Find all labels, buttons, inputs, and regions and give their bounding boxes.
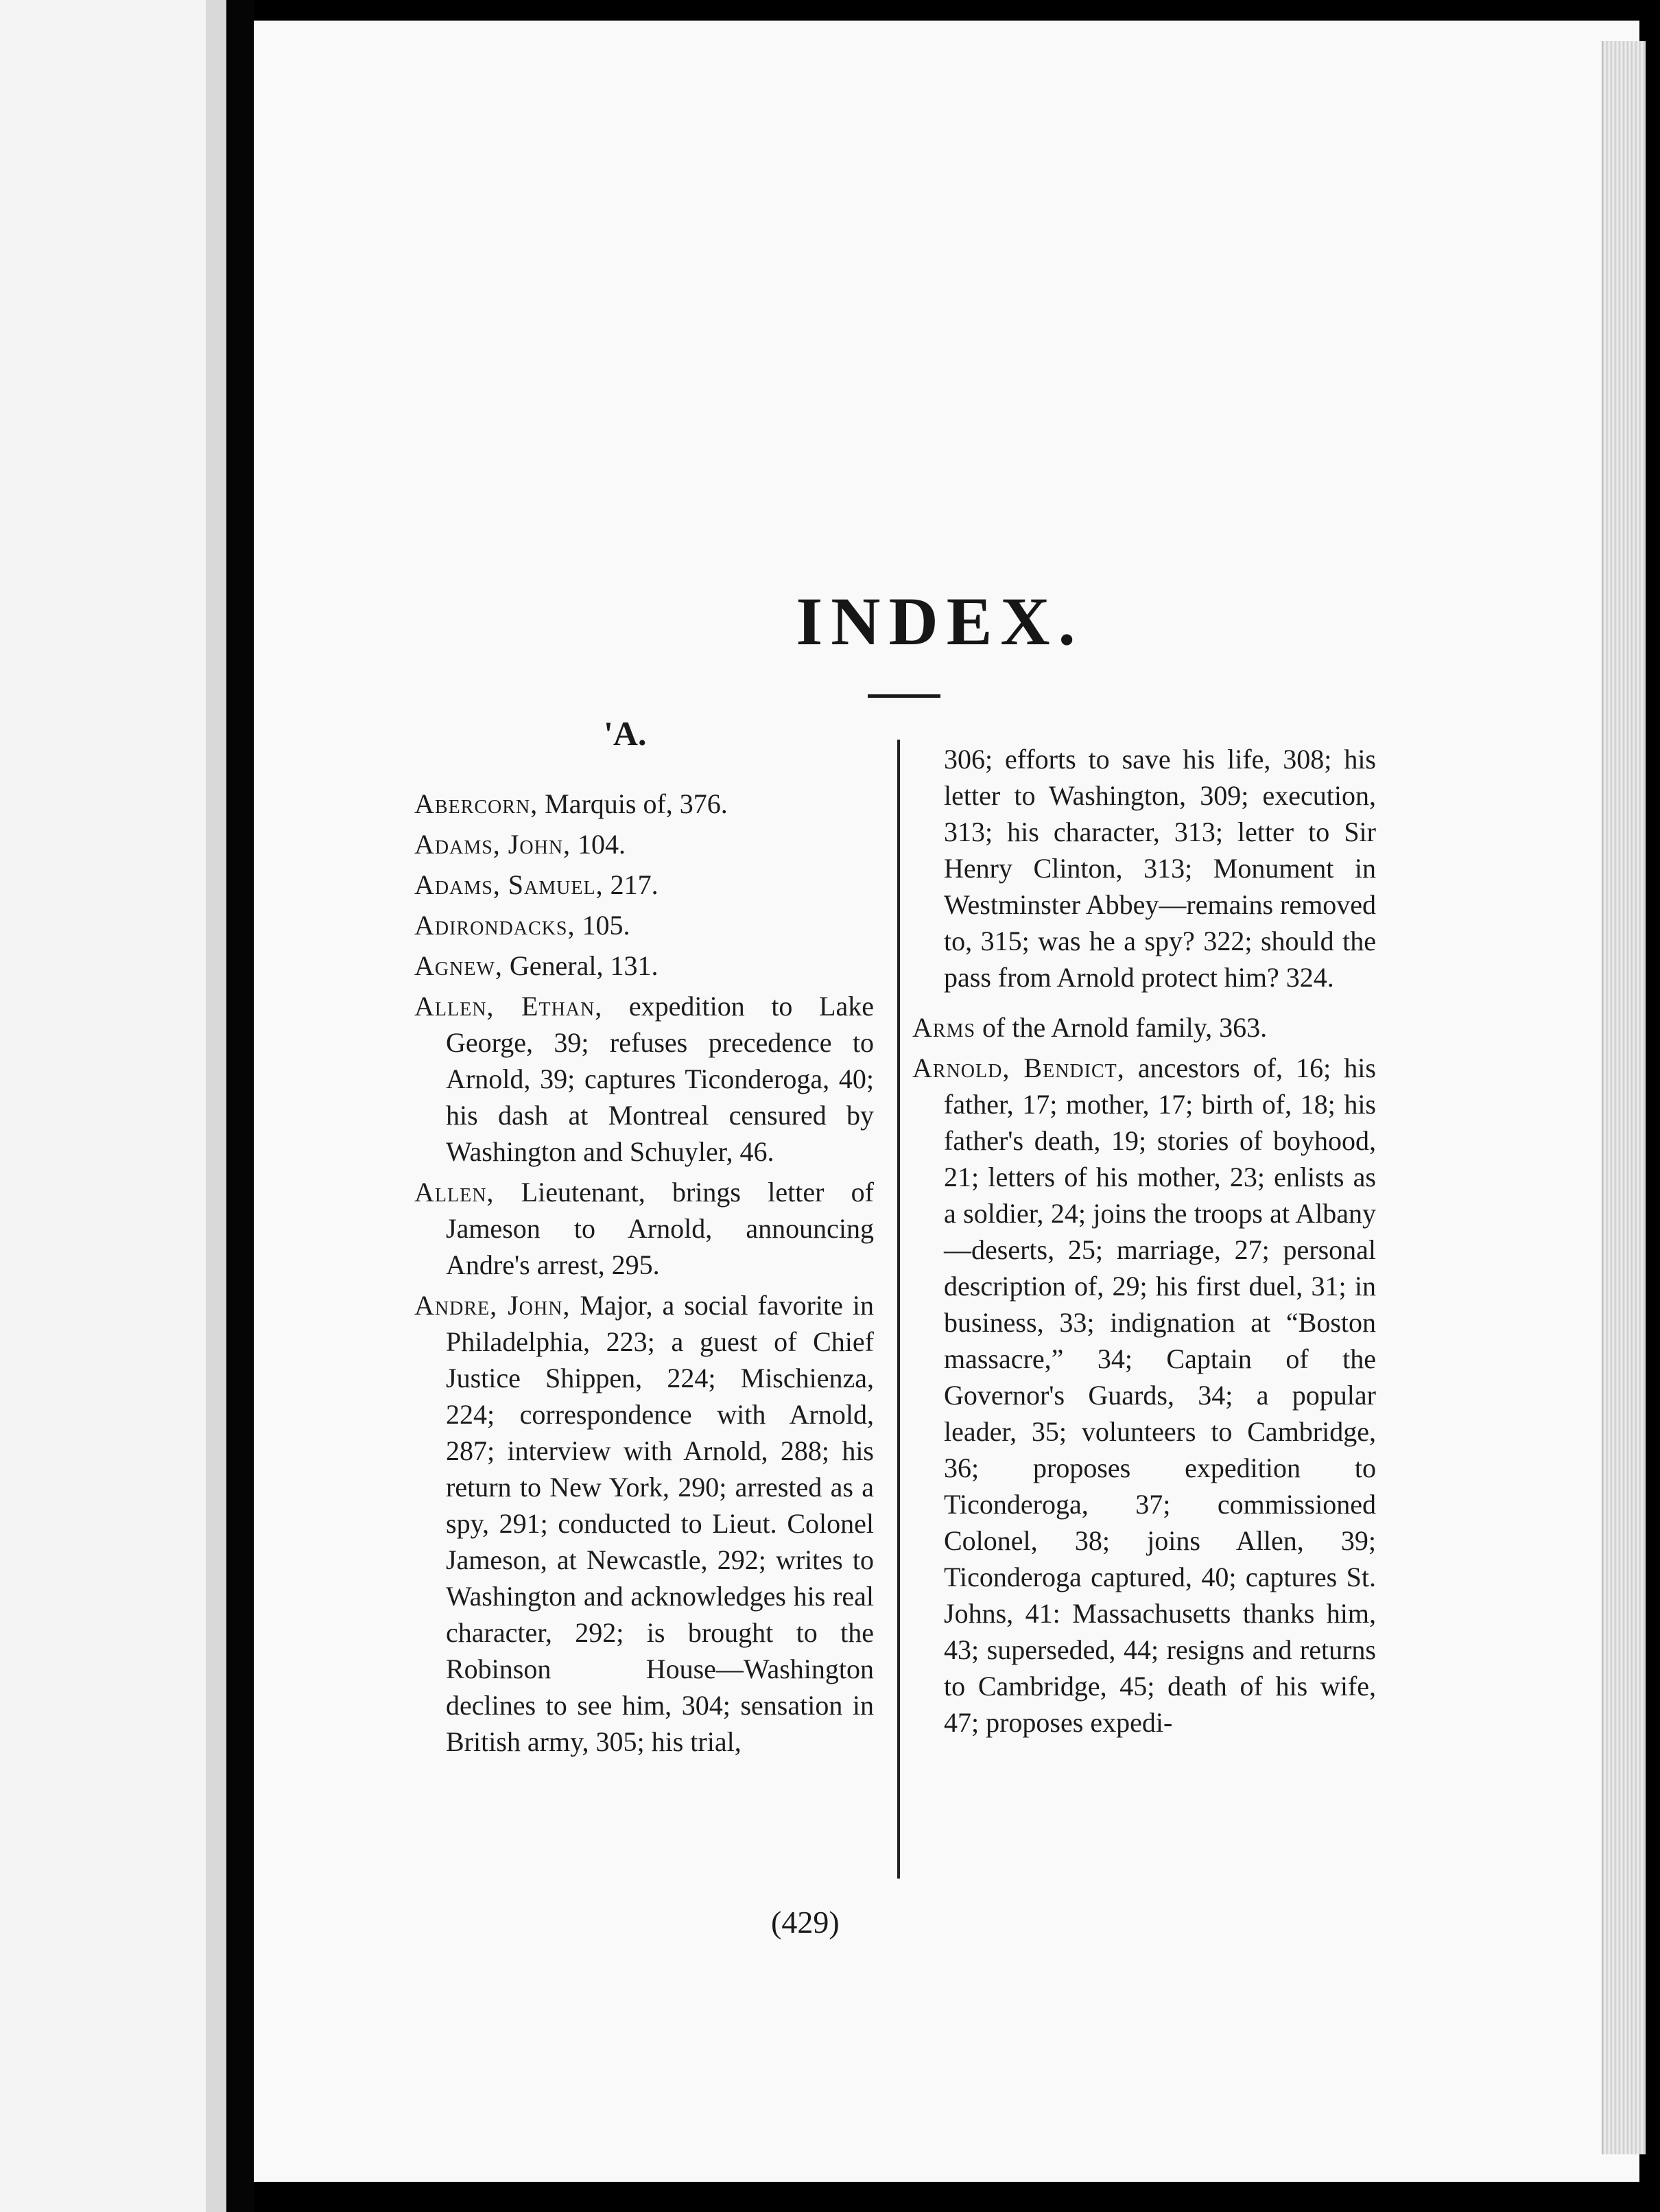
entry-head: Arnold, Bendict, [912, 1052, 1125, 1083]
entry-text: ancestors of, 16; his father, 17; mother, 17; birth of, 18; his father's death, 19; stories of boyhood, 21; letters of his mother, 23; enlists as a soldier, 24; joins the troops at Albany—deserts, 25; marriage, 27; personal description of, 29; his first duel, 31; in business, 33; indignation at “Boston massacre,” 34; Captain of the Governor's Guards, 34; a popular leader, 35; volunteers to Cambridge, 36; proposes expedition to Ticonderoga, 37; commissioned Colonel, 38; joins Allen, 39; Ticonderoga captured, 40; captures St. Johns, 41: Massachusetts thanks him, 43; superseded, 44; resigns and returns to Cambridge, 45; death of his wife, 47; proposes expedi- [944, 1052, 1376, 1738]
entry-head: Adirondacks, [414, 910, 576, 941]
entry-text: of the Arnold family, 363. [975, 1012, 1268, 1043]
entry-head: Abercorn, [414, 788, 538, 819]
entry-head: Allen, Ethan, [414, 991, 603, 1022]
entry-text: expedition to Lake George, 39; refuses precedence to Arnold, 39; captures Ticonderoga, 40; his dash at Montreal censured by Washington and Schuyler, 46. [446, 991, 874, 1167]
page-title: INDEX. [796, 583, 1084, 659]
entry-head: Adams, John, [414, 829, 571, 860]
index-entry [912, 1050, 1376, 1741]
index-entry [414, 786, 874, 822]
entry-head: Agnew, [414, 950, 503, 981]
page-number: (429) [771, 1905, 840, 1940]
entry-head: Andre, John, [414, 1290, 571, 1321]
index-entry [414, 907, 874, 943]
index-entry [414, 867, 874, 903]
index-entry [414, 1174, 874, 1283]
left-column [414, 786, 874, 1764]
entry-text: Lieutenant, brings letter of Jameson to Arnold, announcing Andre's arrest, 295. [446, 1177, 874, 1280]
index-entry [414, 948, 874, 984]
index-entry [414, 1287, 874, 1760]
entry-text: General, 131. [502, 950, 659, 981]
entry-head: Arms [912, 1012, 976, 1043]
index-entry [912, 1009, 1376, 1046]
entry-text: 105. [575, 910, 630, 941]
entry-continuation: 306; efforts to save his life, 308; his letter to Washington, 309; execution, 313; his character, 313; letter to Sir Henry Clinton, 313; Monument in Westminster Abbey—remains removed to, 315; was he a spy? 322; should the pass from Arnold protect him? 324. [944, 744, 1376, 993]
column-rule [897, 740, 900, 1879]
entry-head: Allen, [414, 1177, 495, 1208]
entry-text: 104. [571, 829, 626, 860]
entry-text: 217. [603, 869, 659, 900]
index-entry [414, 988, 874, 1170]
entry-head: Adams, Samuel, [414, 869, 604, 900]
page-edges [1602, 41, 1646, 2154]
entry-text: Marquis of, 376. [538, 788, 728, 819]
right-column [912, 741, 1376, 1745]
entry-text: Major, a social favorite in Philadelphia, 223; a guest of Chief Justice Shippen, 224; Mischienza, 224; correspondence with Arnold, 287; interview with Arnold, 288; his return to New York, 290; arrested as a spy, 291; conducted to Lieut. Colonel Jameson, at Newcastle, 292; writes to Washington and acknowledges his real character, 292; is brought to the Robinson House—Washington declines to see him, 304; sensation in British army, 305; his trial, [446, 1290, 874, 1757]
section-letter: 'A. [604, 714, 647, 753]
facing-page [0, 0, 226, 2212]
title-rule [868, 694, 940, 698]
index-entry [414, 826, 874, 862]
book-gutter [226, 0, 254, 2212]
